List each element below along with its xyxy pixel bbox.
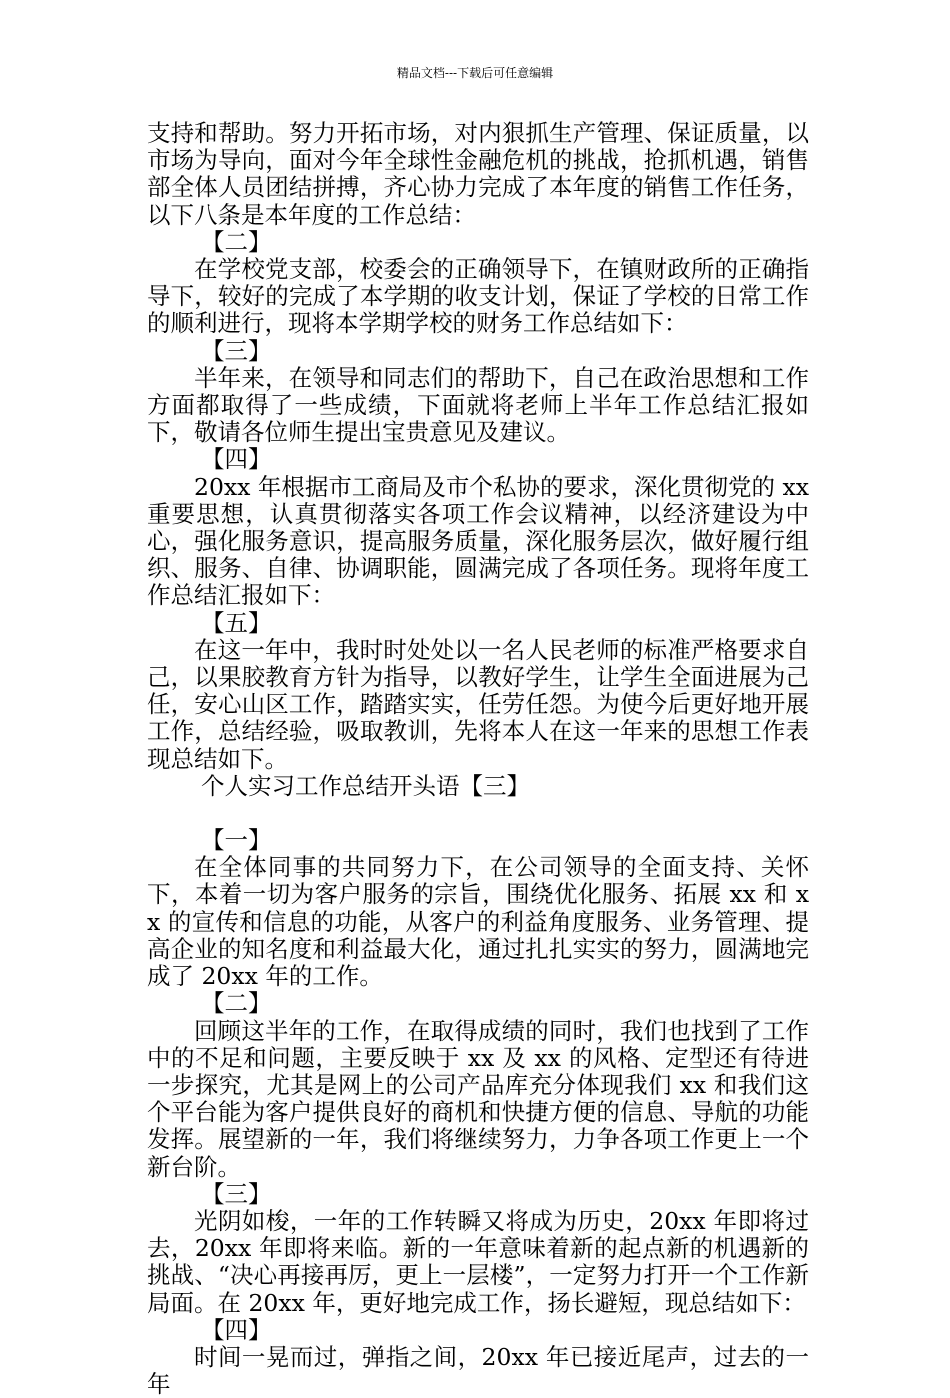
section-paragraph: 在这一年中，我时时处处以一名人民老师的标准严格要求自己，以果胶教育方针为指导，以教好学生，让学生全面进展为己任，安心山区工作，踏踏实实，任劳任怨。为使今后更好地开展工作，总结经验，吸取教训，先将本人在这一年来的思想工作表现总结如下。 [147,635,809,773]
document-body [147,120,809,1398]
section-heading: 【二】 [201,227,272,256]
page-header: 精品文档---下载后可任意编辑 [396,66,554,80]
intro-paragraph: 支持和帮助。努力开拓市场，对内狠抓生产管理、保证质量，以市场为导向，面对今年全球性金融危机的挑战，抢抓机遇，销售部全体人员团结拼搏，齐心协力完成了本年度的销售工作任务，以下八条是本年度的工作总结： [147,119,809,229]
section-paragraph: 时间一晃而过，弹指之间，20xx 年已接近尾声，过去的一年 [147,1342,809,1398]
section-heading: 【五】 [201,608,272,637]
section-paragraph: 回顾这半年的工作，在取得成绩的同时，我们也找到了工作中的不足和问题，主要反映于 xx 及 xx 的风格、定型还有待进一步探究，尤其是网上的公司产品库充分体现我们 xx 和我们这个平台能为客户提供良好的商机和快捷方便的信息、导航的功能发挥。展望新的一年，我们将继续努力，力争各项工作更上一个新台阶。 [147,1016,809,1181]
section-paragraph: 光阴如梭，一年的工作转瞬又将成为历史，20xx 年即将过去，20xx 年即将来临。新的一年意味着新的起点新的机遇新的挑战、“决心再接再厉，更上一层楼”，一定努力打开一个工作新局面。在 20xx 年，更好地完成工作，扬长避短，现总结如下： [147,1206,809,1317]
section-paragraph: 半年来，在领导和同志们的帮助下，自己在政治思想和工作方面都取得了一些成绩，下面就将老师上半年工作总结汇报如下，敬请各位师生提出宝贵意见及建议。 [147,363,809,447]
section-paragraph: 在全体同事的共同努力下，在公司领导的全面支持、关怀下，本着一切为客户服务的宗旨，围绕优化服务、拓展 xx 和 xx 的宣传和信息的功能，从客户的利益角度服务、业务管理、提高企业的知名度和利益最大化，通过扎扎实实的努力，圆满地完成了 20xx 年的工作。 [147,853,809,991]
section-paragraph: 在学校党支部，校委会的正确领导下，在镇财政所的正确指导下，较好的完成了本学期的收支计划，保证了学校的日常工作的顺利进行，现将本学期学校的财务工作总结如下： [147,255,809,338]
section-heading: 【四】 [201,445,272,474]
section-heading: 【一】 [201,826,272,855]
section-heading: 【三】 [201,336,272,365]
section-title: 个人实习工作总结开头语【三】 [201,771,530,800]
section-heading: 【二】 [201,989,272,1018]
section-heading: 【三】 [201,1179,272,1208]
section-heading: 【四】 [201,1315,272,1344]
section-paragraph: 20xx 年根据市工商局及市个私协的要求，深化贯彻党的 xx 重要思想，认真贯彻落实各项工作会议精神，以经济建设为中心，强化服务意识，提高服务质量，深化服务层次，做好履行组织、服务、自律、协调职能，圆满完成了各项任务。现将年度工作总结汇报如下： [147,472,809,610]
